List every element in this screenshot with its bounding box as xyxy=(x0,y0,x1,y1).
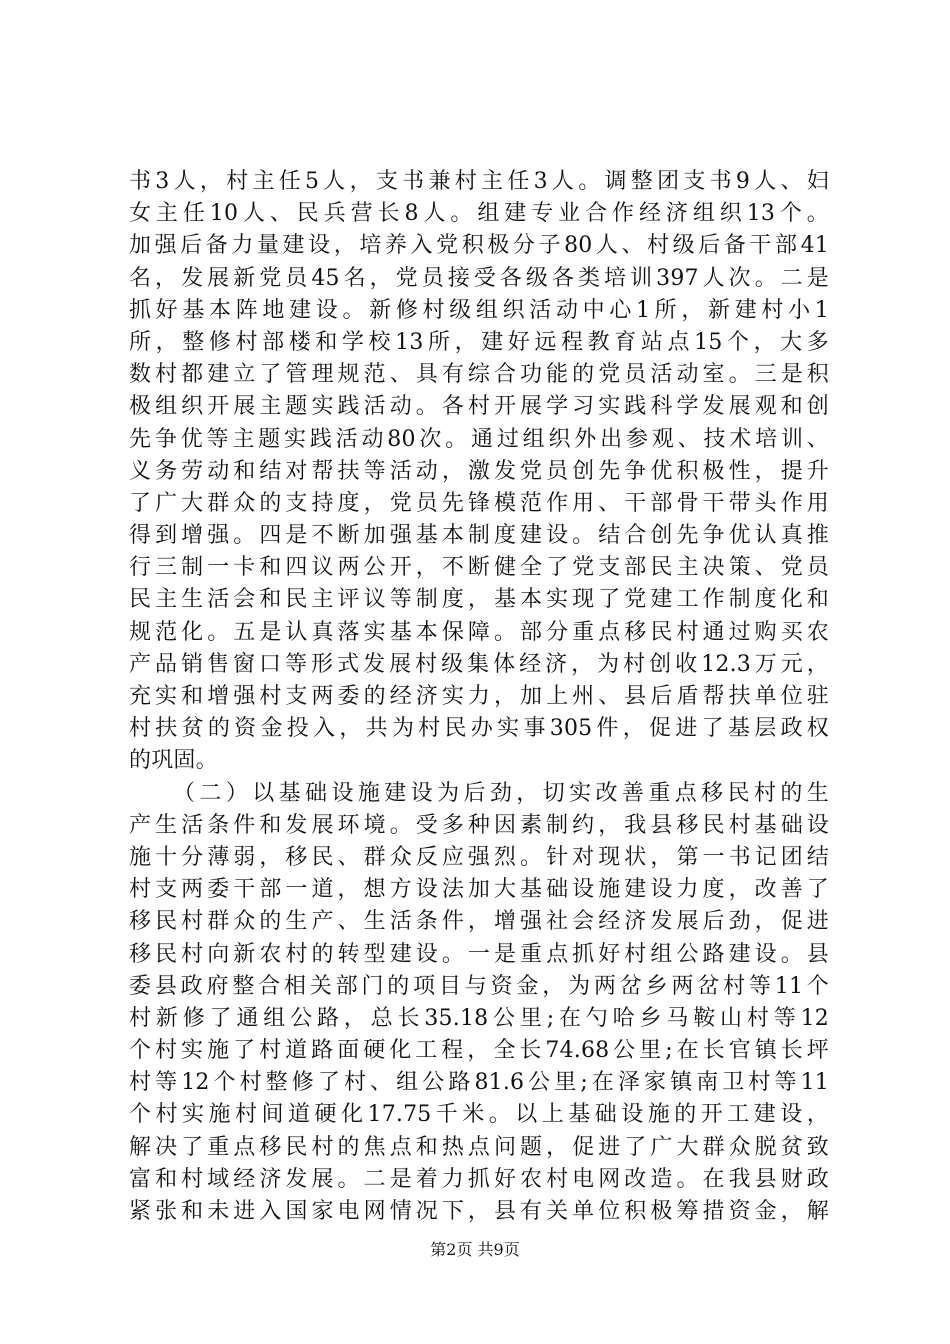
text-line: 个村实施了村道路面硬化工程，全长74.68公里;在长官镇长坪 xyxy=(129,1038,829,1064)
page-footer xyxy=(0,1240,950,1260)
text-line: 村等12个村整修了村、组公路81.6公里;在泽家镇南卫村等11 xyxy=(129,1070,829,1096)
text-line: 得到增强。四是不断加强基本制度建设。结合创先争优认真推 xyxy=(129,523,829,549)
section-heading-line: （二）以基础设施建设为后劲，切实改善重点移民村的生 xyxy=(173,780,829,806)
text-line: 产品销售窗口等形式发展村级集体经济，为村创收12.3万元， xyxy=(129,651,829,677)
page-indicator: 第2页 共9页 xyxy=(430,1240,520,1259)
text-line: 先争优等主题实践活动80次。通过组织外出参观、技术培训、 xyxy=(129,426,829,452)
text-line: 村新修了通组公路，总长35.18公里;在勺哈乡马鞍山村等12 xyxy=(129,1005,829,1031)
text-line: 加强后备力量建设，培养入党积极分子80人、村级后备干部41 xyxy=(129,233,829,259)
text-line: 富和村域经济发展。二是着力抓好农村电网改造。在我县财政 xyxy=(129,1166,829,1192)
text-line: 名，发展新党员45名，党员接受各级各类培训397人次。二是 xyxy=(129,265,829,291)
text-line: 抓好基本阵地建设。新修村级组织活动中心1所，新建村小1 xyxy=(129,297,829,323)
text-line: 委县政府整合相关部门的项目与资金，为两岔乡两岔村等11个 xyxy=(129,973,829,999)
text-line: 村扶贫的资金投入，共为村民办实事305件，促进了基层政权 xyxy=(129,716,829,742)
text-line: 个村实施村间道硬化17.75千米。以上基础设施的开工建设， xyxy=(129,1102,829,1128)
text-line: 产生活条件和发展环境。受多种因素制约，我县移民村基础设 xyxy=(129,812,829,838)
text-line: 行三制一卡和四议两公开，不断健全了党支部民主决策、党员 xyxy=(129,555,829,581)
text-line: 女主任10人、民兵营长8人。组建专业合作经济组织13个。 xyxy=(129,201,829,227)
text-line: 的巩固。 xyxy=(129,748,218,774)
text-line: 规范化。五是认真落实基本保障。部分重点移民村通过购买农 xyxy=(129,619,829,645)
text-line: 充实和增强村支两委的经济实力，加上州、县后盾帮扶单位驻 xyxy=(129,684,829,709)
body-text xyxy=(129,166,829,1228)
text-line: 解决了重点移民村的焦点和热点问题，促进了广大群众脱贫致 xyxy=(129,1134,829,1160)
text-line: 义务劳动和结对帮扶等活动，激发党员创先争优积极性，提升 xyxy=(129,458,829,484)
text-line: 书3人，村主任5人，支书兼村主任3人。调整团支书9人、妇 xyxy=(129,169,829,194)
text-line: 移民村向新农村的转型建设。一是重点抓好村组公路建设。县 xyxy=(129,941,829,967)
text-line: 移民村群众的生产、生活条件，增强社会经济发展后劲，促进 xyxy=(129,909,829,935)
text-line: 了广大群众的支持度，党员先锋模范作用、干部骨干带头作用 xyxy=(129,490,829,516)
text-line: 村支两委干部一道，想方设法加大基础设施建设力度，改善了 xyxy=(129,877,829,903)
text-line: 数村都建立了管理规范、具有综合功能的党员活动室。三是积 xyxy=(129,362,829,388)
text-line: 极组织开展主题实践活动。各村开展学习实践科学发展观和创 xyxy=(129,394,829,420)
text-line: 民主生活会和民主评议等制度，基本实现了党建工作制度化和 xyxy=(129,587,829,613)
text-line: 施十分薄弱，移民、群众反应强烈。针对现状，第一书记团结 xyxy=(129,844,829,870)
text-line: 紧张和未进入国家电网情况下，县有关单位积极筹措资金，解 xyxy=(129,1199,829,1224)
text-line: 所，整修村部楼和学校13所，建好远程教育站点15个，大多 xyxy=(129,329,829,355)
